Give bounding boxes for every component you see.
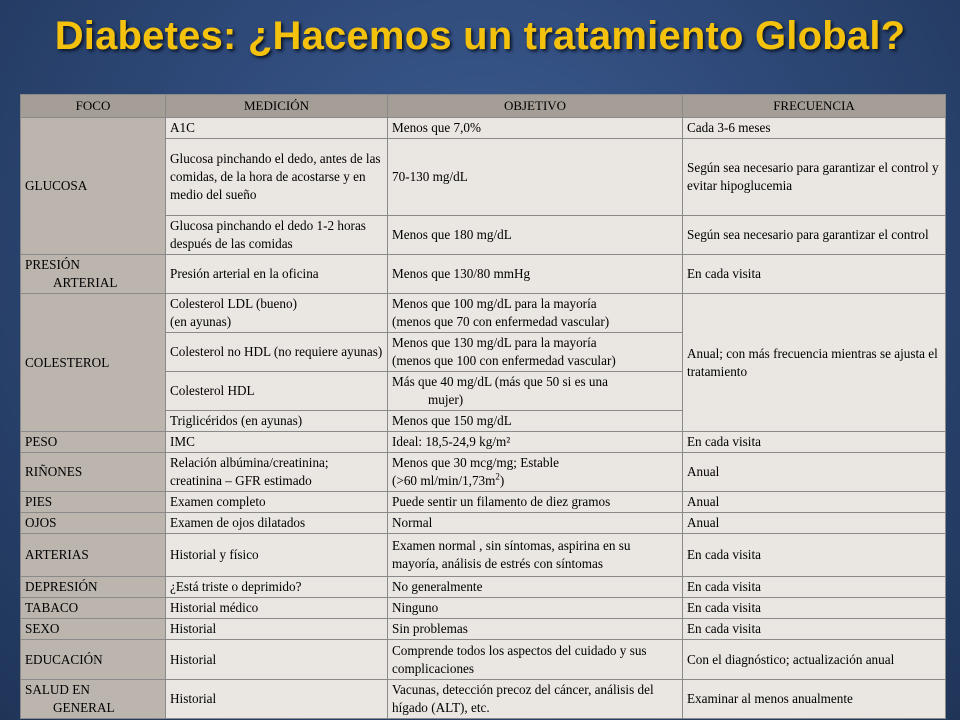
table-row: [21, 577, 946, 598]
cell-objetivo: Menos que 30 mcg/mg; Estable (>60 $ml/\min/1,73m^2$): [388, 453, 683, 492]
col-header-frecuencia: FRECUENCIA: [683, 95, 946, 118]
focus-depresion: DEPRESIÓN: [21, 577, 166, 598]
col-header-medicion: MEDICIÓN: [166, 95, 388, 118]
cell-objetivo: Menos que 150 mg/dL: [388, 411, 683, 432]
cell-objetivo: Comprende todos los aspectos del cuidado y sus complicaciones: [388, 640, 683, 680]
table-row: [21, 534, 946, 577]
focus-line: ARTERIAL: [53, 275, 118, 290]
cell-objetivo: No generalmente: [388, 577, 683, 598]
table-row: [21, 640, 946, 680]
cell-medicion: Triglicéridos (en ayunas): [166, 411, 388, 432]
cell-frecuencia: En cada visita: [683, 577, 946, 598]
cell-frecuencia: Anual: [683, 492, 946, 513]
cell-frecuencia: Anual; con más frecuencia mientras se ajusta el tratamiento: [683, 294, 946, 432]
focus-sexo: SEXO: [21, 619, 166, 640]
focus-educacion: EDUCACIÓN: [21, 640, 166, 680]
table-row: [21, 118, 946, 139]
cell-frecuencia: En cada visita: [683, 534, 946, 577]
diabetes-table: [20, 94, 946, 719]
cell-medicion: ¿Está triste o deprimido?: [166, 577, 388, 598]
cell-objetivo: Normal: [388, 513, 683, 534]
table-row: [21, 513, 946, 534]
focus-line: SALUD EN: [25, 682, 90, 697]
col-header-objetivo: OBJETIVO: [388, 95, 683, 118]
focus-peso: PESO: [21, 432, 166, 453]
cell-frecuencia: Examinar al menos anualmente: [683, 680, 946, 719]
table-row: [21, 255, 946, 294]
cell-medicion: Historial: [166, 680, 388, 719]
cell-objetivo: Menos que 130/80 mmHg: [388, 255, 683, 294]
cell-medicion: A1C: [166, 118, 388, 139]
cell-objetivo: Menos que 100 mg/dL para la mayoría (menos que 70 con enfermedad vascular): [388, 294, 683, 333]
cell-frecuencia: En cada visita: [683, 619, 946, 640]
cell-medicion: Historial: [166, 619, 388, 640]
cell-objetivo: Sin problemas: [388, 619, 683, 640]
cell-medicion: Examen de ojos dilatados: [166, 513, 388, 534]
table-row: [21, 598, 946, 619]
cell-objetivo: Puede sentir un filamento de diez gramos: [388, 492, 683, 513]
cell-frecuencia: Cada 3-6 meses: [683, 118, 946, 139]
col-header-foco: FOCO: [21, 95, 166, 118]
cell-objetivo: Ninguno: [388, 598, 683, 619]
focus-line: GENERAL: [53, 700, 115, 715]
cell-objetivo: Vacunas, detección precoz del cáncer, análisis del hígado (ALT), etc.: [388, 680, 683, 719]
cell-medicion: Glucosa pinchando el dedo, antes de las comidas, de la hora de acostarse y en medio del sueño: [166, 139, 388, 216]
slide-title: Diabetes: ¿Hacemos un tratamiento Global?: [54, 14, 906, 58]
cell-frecuencia: Anual: [683, 453, 946, 492]
cell-frecuencia: En cada visita: [683, 598, 946, 619]
cell-medicion: Historial: [166, 640, 388, 680]
cell-medicion: IMC: [166, 432, 388, 453]
cell-objetivo: Examen normal , sin síntomas, aspirina en su mayoría, análisis de estrés con síntomas: [388, 534, 683, 577]
cell-medicion: Glucosa pinchando el dedo 1-2 horas después de las comidas: [166, 216, 388, 255]
header-row: [21, 95, 946, 118]
table-row: [21, 432, 946, 453]
cell-frecuencia: Con el diagnóstico; actualización anual: [683, 640, 946, 680]
cell-medicion: Historial y físico: [166, 534, 388, 577]
focus-rinones: RIÑONES: [21, 453, 166, 492]
cell-frecuencia: Anual: [683, 513, 946, 534]
cell-frecuencia: Según sea necesario para garantizar el control: [683, 216, 946, 255]
cell-medicion: Colesterol LDL (bueno) (en ayunas): [166, 294, 388, 333]
cell-frecuencia: En cada visita: [683, 255, 946, 294]
cell-frecuencia: En cada visita: [683, 432, 946, 453]
cell-medicion: Relación albúmina/creatinina; creatinina – GFR estimado: [166, 453, 388, 492]
focus-arterias: ARTERIAS: [21, 534, 166, 577]
table-row: [21, 492, 946, 513]
focus-line: PRESIÓN: [25, 257, 80, 272]
cell-medicion: Colesterol HDL: [166, 372, 388, 411]
cell-objetivo: Menos que 130 mg/dL para la mayoría (menos que 100 con enfermedad vascular): [388, 333, 683, 372]
focus-salud: [21, 680, 166, 719]
cell-medicion: Colesterol no HDL (no requiere ayunas): [166, 333, 388, 372]
cell-medicion: Historial médico: [166, 598, 388, 619]
focus-glucosa: GLUCOSA: [21, 118, 166, 255]
focus-ojos: OJOS: [21, 513, 166, 534]
focus-tabaco: TABACO: [21, 598, 166, 619]
cell-frecuencia: Según sea necesario para garantizar el control y evitar hipoglucemia: [683, 139, 946, 216]
cell-objetivo: 70-130 mg/dL: [388, 139, 683, 216]
focus-presion: [21, 255, 166, 294]
table-row: [21, 619, 946, 640]
cell-objetivo: Ideal: 18,5-24,9 kg/m²: [388, 432, 683, 453]
cell-objetivo: Menos que 180 mg/dL: [388, 216, 683, 255]
cell-objetivo: Más que 40 mg/dL (más que 50 si es una mujer): [388, 372, 683, 411]
focus-pies: PIES: [21, 492, 166, 513]
table-row: [21, 680, 946, 719]
focus-colesterol: COLESTEROL: [21, 294, 166, 432]
table-row: [21, 453, 946, 492]
table-row: [21, 294, 946, 333]
cell-objetivo: Menos que 7,0%: [388, 118, 683, 139]
cell-medicion: Presión arterial en la oficina: [166, 255, 388, 294]
cell-medicion: Examen completo: [166, 492, 388, 513]
